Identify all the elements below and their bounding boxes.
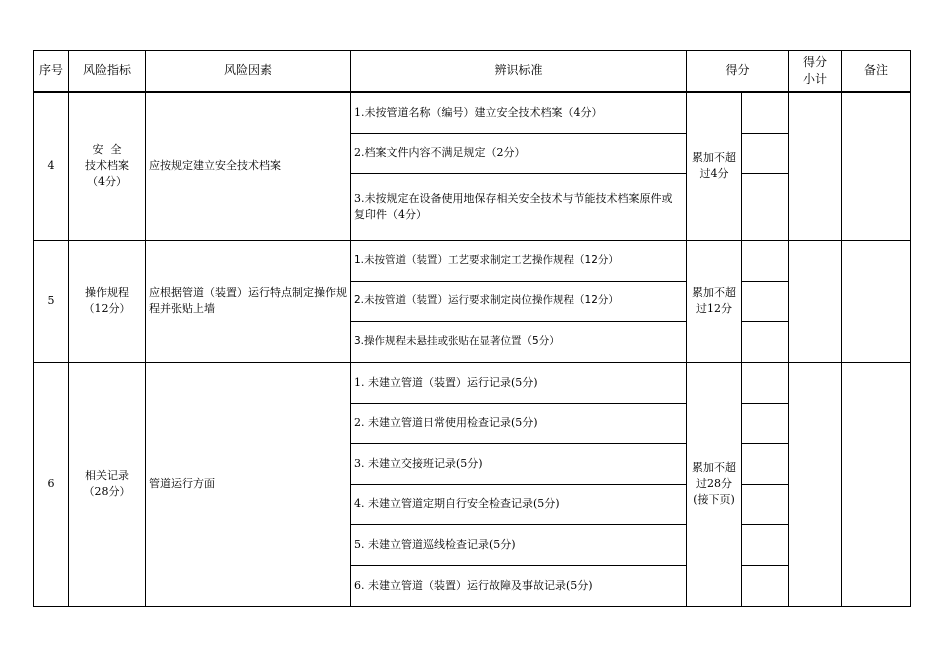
header-subtotal-line1: 得分 bbox=[803, 54, 828, 69]
criterion-cell: 1.未按管道名称（编号）建立安全技术档案（4分） bbox=[351, 92, 687, 133]
subtotal-cell[interactable] bbox=[789, 240, 842, 362]
factor-cell: 应按规定建立安全技术档案 bbox=[146, 92, 351, 240]
score-input-cell[interactable] bbox=[742, 240, 789, 281]
factor-cell: 管道运行方面 bbox=[146, 362, 351, 606]
header-factor: 风险因素 bbox=[146, 51, 351, 93]
score-input-cell[interactable] bbox=[742, 443, 789, 484]
factor-cell: 应根据管道（装置）运行特点制定操作规程并张贴上墙 bbox=[146, 240, 351, 362]
cap-line: 累加不超 bbox=[692, 151, 736, 165]
subtotal-cell[interactable] bbox=[789, 92, 842, 240]
criterion-cell: 3.操作规程未悬挂或张贴在显著位置（5分） bbox=[351, 321, 687, 362]
cap-line: (接下页) bbox=[693, 492, 735, 506]
header-remark: 备注 bbox=[842, 51, 911, 93]
indicator-cell bbox=[69, 92, 146, 240]
score-input-cell[interactable] bbox=[742, 92, 789, 133]
criterion-cell: 6. 未建立管道（装置）运行故障及事故记录(5分) bbox=[351, 565, 687, 606]
cap-line: 过12分 bbox=[696, 302, 732, 315]
seq-cell: 5 bbox=[34, 240, 69, 362]
score-input-cell[interactable] bbox=[742, 321, 789, 362]
table-row bbox=[34, 362, 911, 403]
subtotal-cell[interactable] bbox=[789, 362, 842, 606]
table-row bbox=[34, 92, 911, 133]
indicator-line: （28分） bbox=[83, 485, 131, 498]
seq-cell: 6 bbox=[34, 362, 69, 606]
risk-assessment-table bbox=[33, 50, 911, 607]
table-row bbox=[34, 240, 911, 281]
remark-cell[interactable] bbox=[842, 240, 911, 362]
score-input-cell[interactable] bbox=[742, 403, 789, 443]
header-subtotal bbox=[789, 51, 842, 93]
remark-cell[interactable] bbox=[842, 362, 911, 606]
remark-cell[interactable] bbox=[842, 92, 911, 240]
score-input-cell[interactable] bbox=[742, 362, 789, 403]
header-subtotal-line2: 小计 bbox=[803, 72, 828, 86]
criterion-cell: 2. 未建立管道日常使用检查记录(5分) bbox=[351, 403, 687, 443]
cap-line: 过4分 bbox=[699, 167, 729, 181]
header-indicator: 风险指标 bbox=[69, 51, 146, 93]
indicator-line: 操作规程 bbox=[85, 286, 129, 300]
header-seq: 序号 bbox=[34, 51, 69, 93]
criterion-cell: 2.档案文件内容不满足规定（2分） bbox=[351, 133, 687, 173]
criterion-cell: 1.未按管道（装置）工艺要求制定工艺操作规程（12分） bbox=[351, 240, 687, 281]
criterion-cell: 3.未按规定在设备使用地保存相关安全技术与节能技术档案原件或复印件（4分） bbox=[351, 173, 687, 240]
criterion-cell: 2.未按管道（装置）运行要求制定岗位操作规程（12分） bbox=[351, 281, 687, 321]
cap-line: 累加不超 bbox=[692, 461, 736, 475]
indicator-cell bbox=[69, 240, 146, 362]
header-score: 得分 bbox=[687, 51, 789, 93]
score-input-cell[interactable] bbox=[742, 173, 789, 240]
criterion-cell: 3. 未建立交接班记录(5分) bbox=[351, 443, 687, 484]
cap-line: 过28分 bbox=[696, 477, 732, 491]
cap-cell bbox=[687, 92, 742, 240]
cap-cell bbox=[687, 240, 742, 362]
score-input-cell[interactable] bbox=[742, 484, 789, 524]
cap-cell bbox=[687, 362, 742, 606]
seq-cell: 4 bbox=[34, 92, 69, 240]
criterion-cell: 1. 未建立管道（装置）运行记录(5分) bbox=[351, 362, 687, 403]
header-row bbox=[34, 51, 911, 93]
indicator-line: （4分） bbox=[87, 175, 127, 189]
header-standard: 辨识标准 bbox=[351, 51, 687, 93]
criterion-cell: 5. 未建立管道巡线检查记录(5分) bbox=[351, 524, 687, 565]
score-input-cell[interactable] bbox=[742, 524, 789, 565]
indicator-line: 技术档案 bbox=[85, 159, 129, 173]
indicator-cell bbox=[69, 362, 146, 606]
indicator-line: 相关记录 bbox=[85, 469, 129, 483]
indicator-line: 安 全 bbox=[92, 143, 122, 157]
indicator-line: （12分） bbox=[83, 302, 131, 315]
score-input-cell[interactable] bbox=[742, 565, 789, 606]
score-input-cell[interactable] bbox=[742, 133, 789, 173]
cap-line: 累加不超 bbox=[692, 286, 736, 300]
score-input-cell[interactable] bbox=[742, 281, 789, 321]
criterion-cell: 4. 未建立管道定期自行安全检查记录(5分) bbox=[351, 484, 687, 524]
